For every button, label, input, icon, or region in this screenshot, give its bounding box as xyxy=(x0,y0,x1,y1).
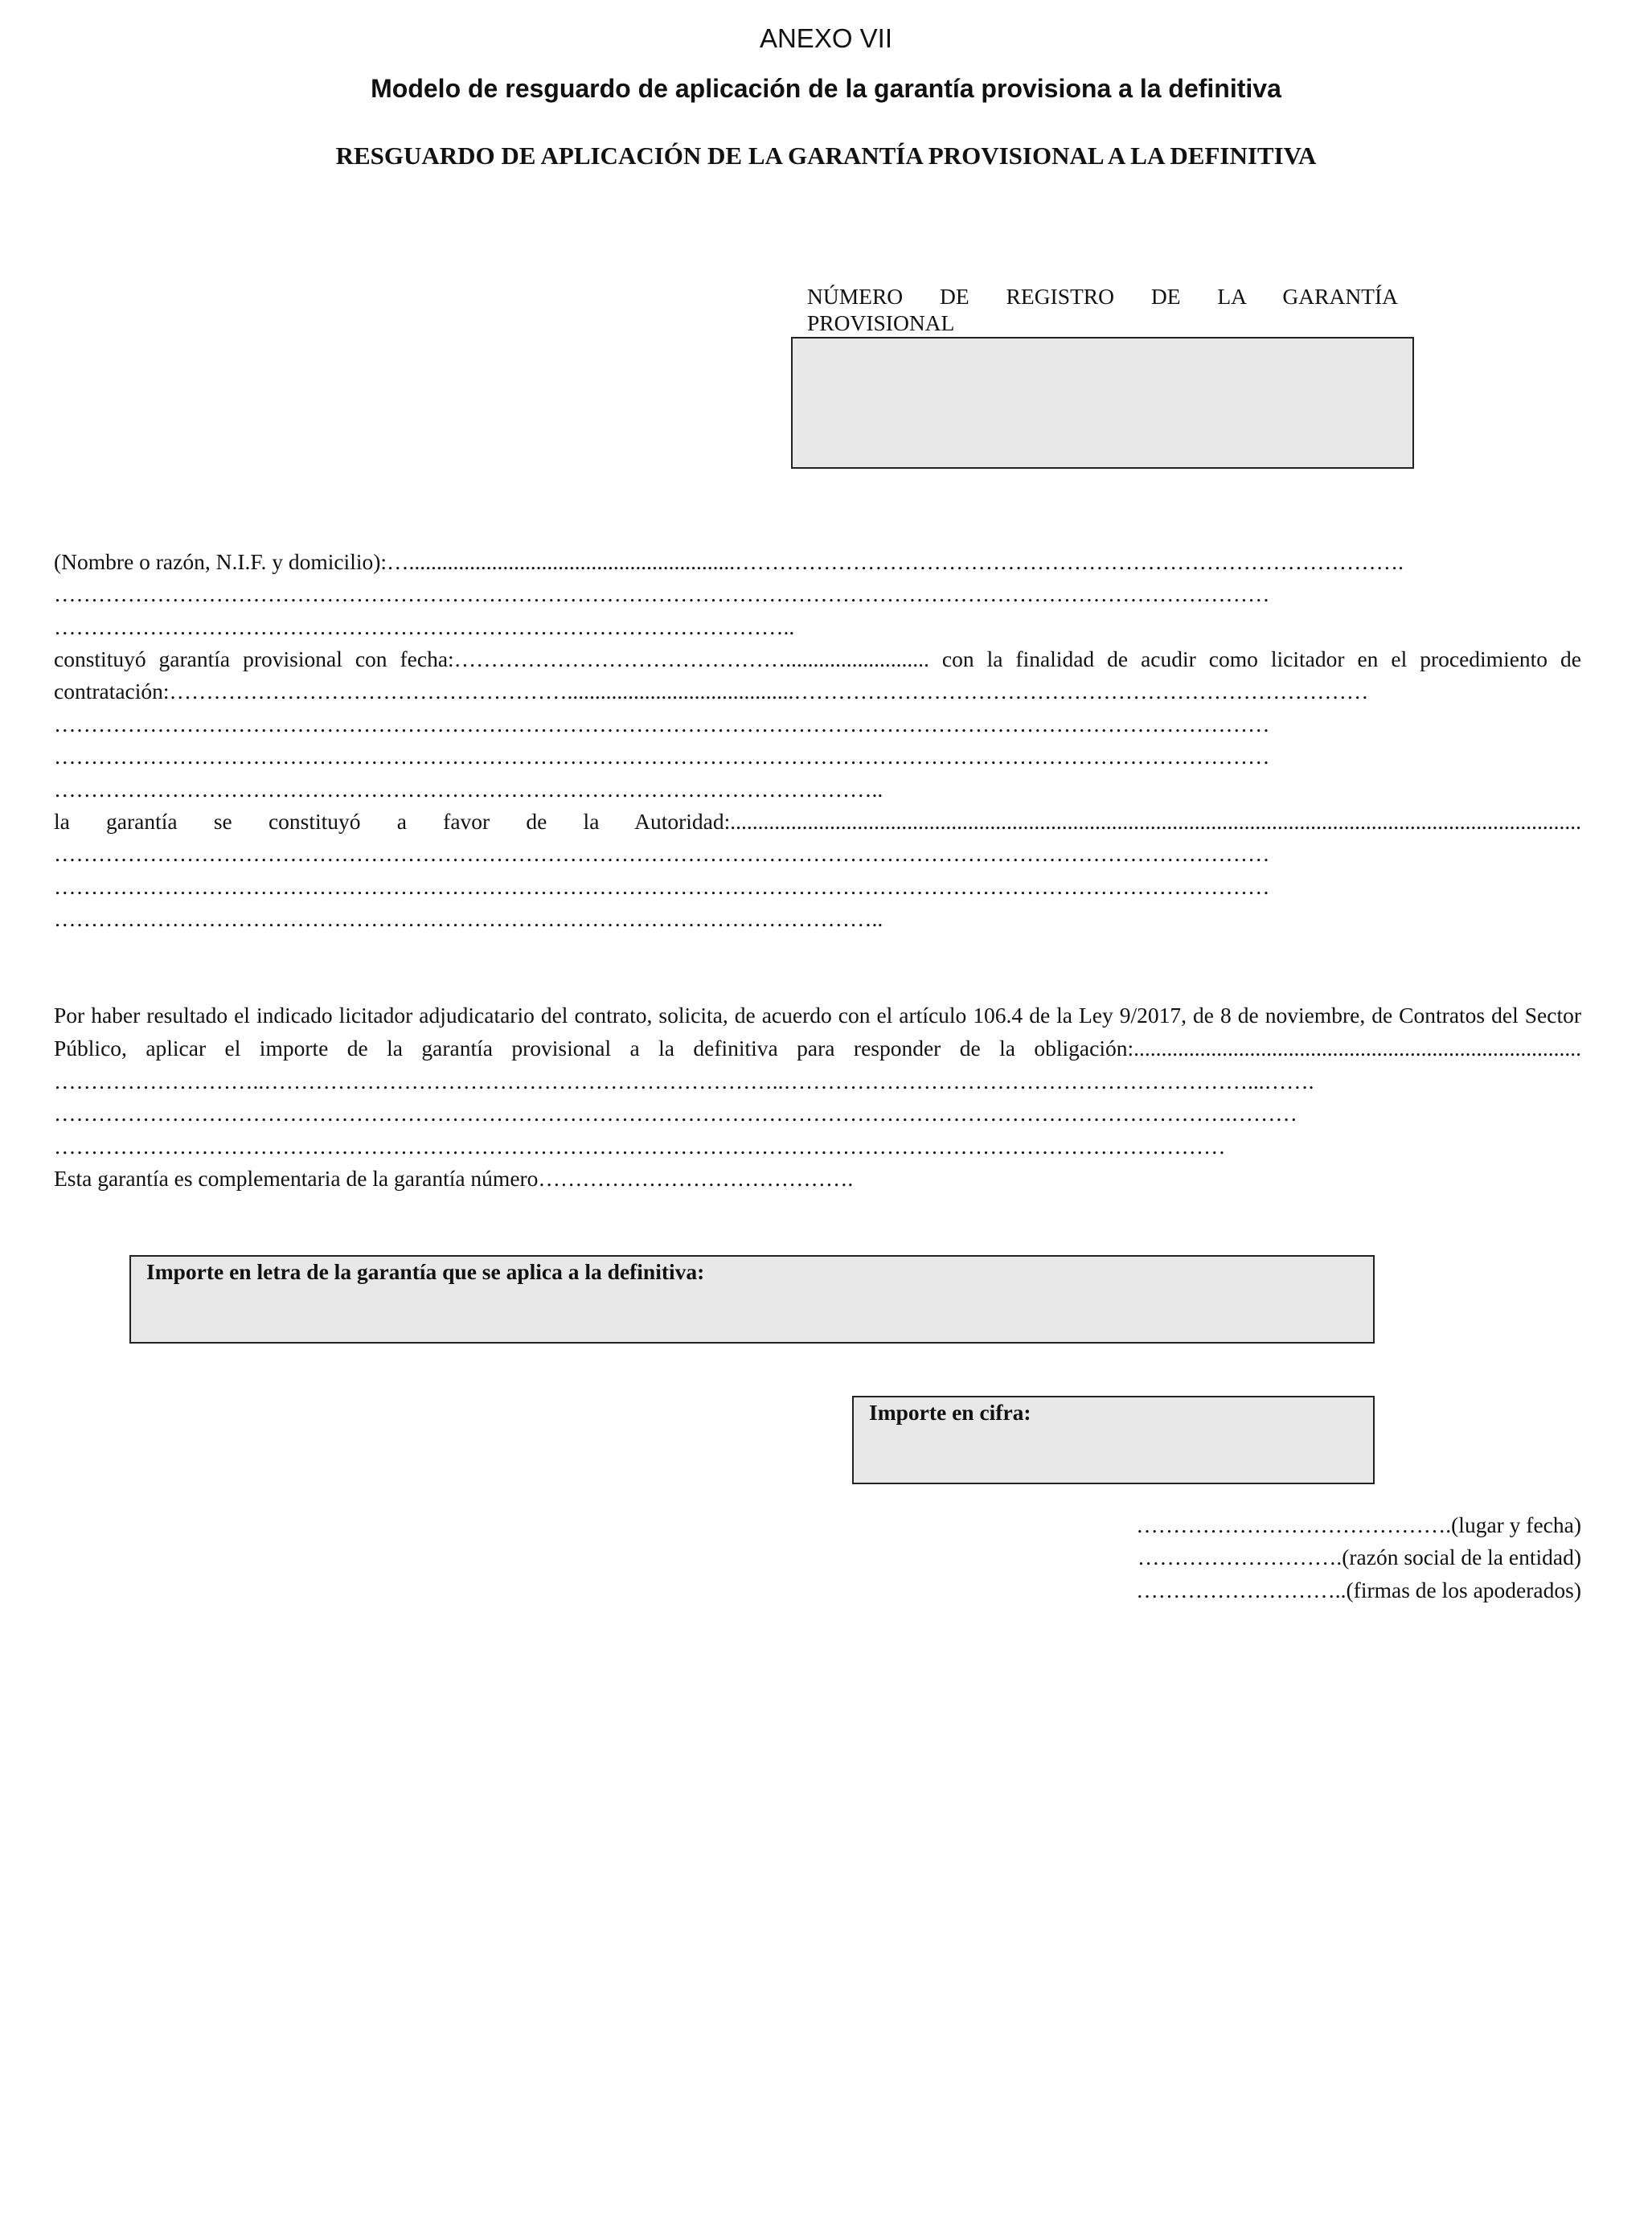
complementary-line: Esta garantía es complementaria de la garantía número……………………………………. xyxy=(54,1166,854,1191)
dotted-line: ………………………………………………………………………………………………………………………………………………… xyxy=(54,874,1270,899)
registry-number-field[interactable] xyxy=(791,337,1414,469)
document-subtitle: Modelo de resguardo de aplicación de la garantía provisiona a la definitiva xyxy=(371,74,1281,103)
dotted-line: ………………………………………………………………………………………………………………………………………………… xyxy=(54,712,1270,736)
procurement-line: contratación:……………………………………………….........................................…………………………………………………………………… xyxy=(54,679,1369,704)
amount-figures-field[interactable] xyxy=(852,1396,1375,1484)
dotted-line: …………………………………………………………………………………………………………………………………………… xyxy=(54,1134,1226,1159)
amount-letters-label: Importe en letra de la garantía que se aplica a la definitiva: xyxy=(146,1259,705,1284)
dotted-line: ………………………………………………………………………………………………….. xyxy=(54,777,883,802)
amount-letters-field[interactable] xyxy=(129,1255,1375,1344)
holder-line: (Nombre o razón, N.I.F. y domicilio):…...........................................................………………………………………………………………………………. xyxy=(54,549,1404,574)
dotted-line: ………………………………………………………………………………………………………………………………………………… xyxy=(54,744,1270,769)
request-paragraph-cont: Público, aplicar el importe de la garantía provisional a la definitiva para responder de la obligación:................................................................................. xyxy=(54,1036,1581,1061)
dotted-line: …………………………………………………………………………………………………………………………………………….……… xyxy=(54,1101,1297,1126)
dotted-line: ……………………………………………………………………………………….. xyxy=(54,614,795,639)
annex-title: ANEXO VII xyxy=(759,23,893,53)
authority-line: la garantía se constituyó a favor de la Autoridad:.......................................................................................................................................................... xyxy=(54,809,1581,834)
request-paragraph: Por haber resultado el indicado licitador adjudicatario del contrato, solicita, de acuerdo con el artículo 106.4 de la Ley 9/2017, de 8 de noviembre, de Contratos del Sector xyxy=(54,1003,1581,1028)
document-title: RESGUARDO DE APLICACIÓN DE LA GARANTÍA PROVISIONAL A LA DEFINITIVA xyxy=(335,142,1317,170)
dotted-line: ………………………..……………………………………………………………..………………………………………………………...……. xyxy=(54,1069,1314,1093)
entity-name-line: ……………………….(razón social de la entidad) xyxy=(1137,1545,1581,1569)
signatures-line: ………………………..(firmas de los apoderados) xyxy=(1136,1578,1581,1602)
guarantee-date-line: constituyó garantía provisional con fecha:……………………………………….......................... con la finalidad de acudir como licitador en el procedimiento de xyxy=(54,646,1581,671)
registry-label-cont: PROVISIONAL xyxy=(807,310,955,335)
place-date-line: …………………………………….(lugar y fecha) xyxy=(1136,1512,1581,1537)
dotted-line: ………………………………………………………………………………………………….. xyxy=(54,906,883,931)
dotted-line: ………………………………………………………………………………………………………………………………………………… xyxy=(54,841,1270,866)
dotted-line: ………………………………………………………………………………………………………………………………………………… xyxy=(54,581,1270,606)
registry-label: NÚMERO DE REGISTRO DE LA GARANTÍA xyxy=(807,284,1398,309)
amount-figures-label: Importe en cifra: xyxy=(869,1400,1031,1425)
